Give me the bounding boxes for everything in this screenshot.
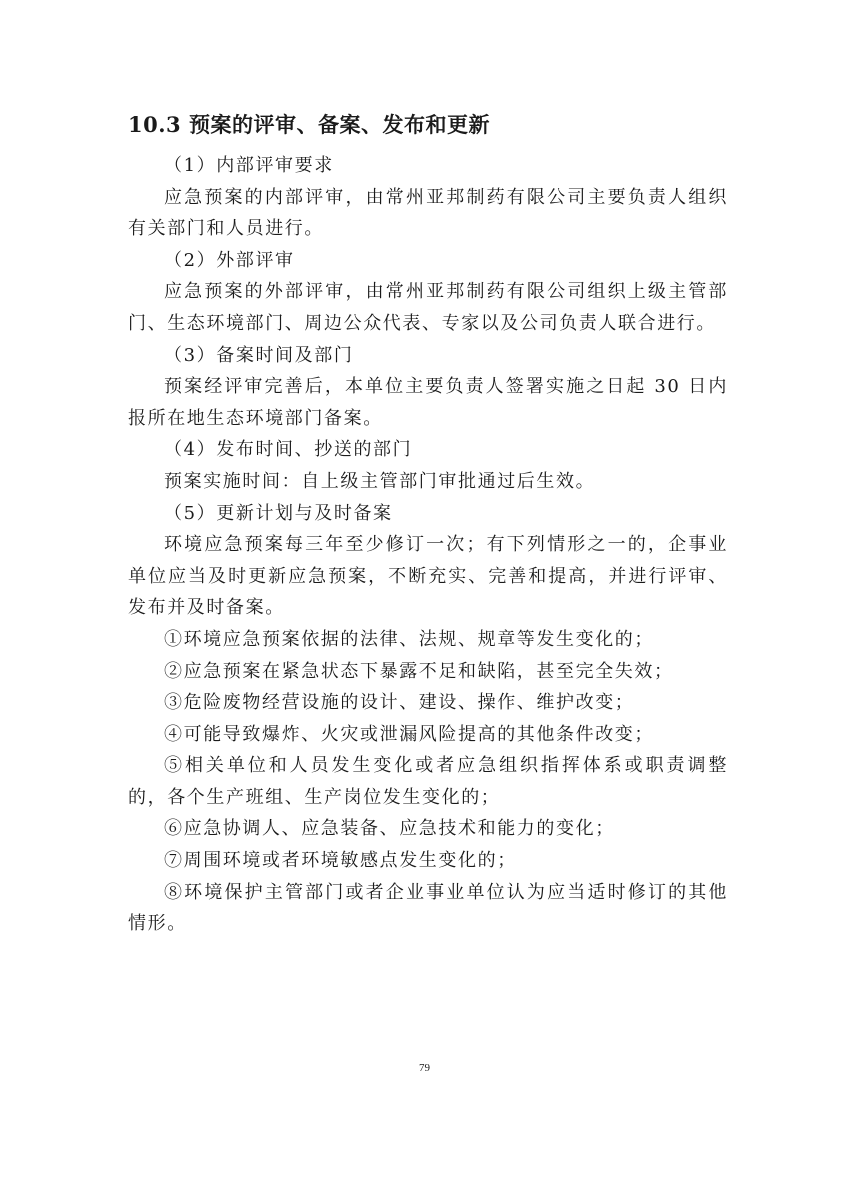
list-item-2: ②应急预案在紧急状态下暴露不足和缺陷，甚至完全失效； [164,660,674,682]
list-item-1: ①环境应急预案依据的法律、法规、规章等发生变化的； [164,628,654,650]
page-number: 79 [419,1062,430,1074]
list-item-8: ⑧环境保护主管部门或者企业事业单位认为应当适时修订的其他情形。 [128,881,728,935]
list-item-4: ④可能导致爆炸、火灾或泄漏风险提高的其他条件改变； [164,723,654,745]
section-body [128,150,728,940]
subheading-external-review: （2）外部评审 [164,249,295,271]
subheading-update-plan: （5）更新计划与及时备案 [164,502,393,524]
subheading-internal-review: （1）内部评审要求 [164,155,334,176]
subheading-filing-time: （3）备案时间及部门 [164,344,354,366]
subheading-release-time: （4）发布时间、抄送的部门 [164,439,413,461]
list-item-6: ⑥应急协调人、应急装备、应急技术和能力的变化； [164,818,615,840]
section-heading: 10.3 预案的评审、备案、发布和更新 [128,112,490,137]
paragraph-internal-review: 应急预案的内部评审，由常州亚邦制药有限公司主要负责人组织有关部门和人员进行。 [128,186,728,240]
list-item-5: ⑤相关单位和人员发生变化或者应急组织指挥体系或职责调整的，各个生产班组、生产岗位发生变化的； [128,755,728,808]
list-item-3: ③危险废物经营设施的设计、建设、操作、维护改变； [164,692,635,714]
paragraph-external-review: 应急预案的外部评审，由常州亚邦制药有限公司组织上级主管部门、生态环境部门、周边公众代表、专家以及公司负责人联合进行。 [128,281,728,334]
list-item-7: ⑦周围环境或者环境敏感点发生变化的； [164,850,517,872]
paragraph-update-plan: 环境应急预案每三年至少修订一次；有下列情形之一的，企事业单位应当及时更新应急预案，不断充实、完善和提高，并进行评审、发布并及时备案。 [128,534,728,619]
paragraph-filing-time: 预案经评审完善后，本单位主要负责人签署实施之日起 30 日内报所在地生态环境部门备案。 [128,376,728,429]
paragraph-release-time: 预案实施时间：自上级主管部门审批通过后生效。 [164,470,596,492]
